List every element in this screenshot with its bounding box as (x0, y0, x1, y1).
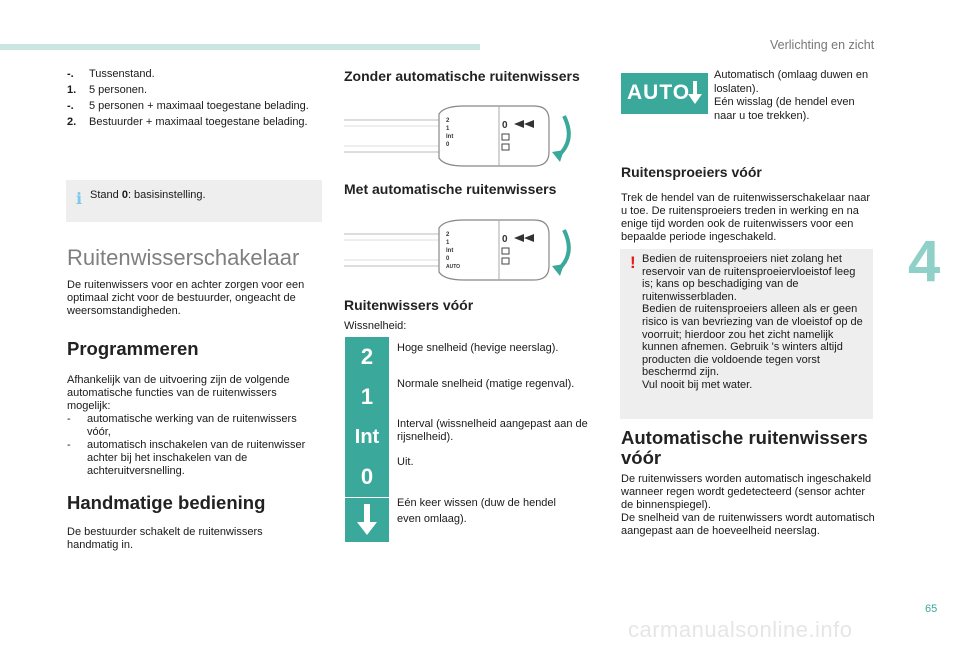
ruitenwissers-voor-heading: Ruitenwissers vóór (344, 297, 474, 313)
speed-0-tile: 0 (345, 457, 389, 497)
programmeren-heading: Programmeren (67, 338, 199, 359)
list-item: - automatische werking van de ruitenwissers vóór, (67, 413, 297, 438)
info-text: Stand 0: basisinstelling. (90, 189, 206, 201)
arrow-down-icon (688, 81, 702, 105)
handmatig-text: De bestuurder schakelt de ruitenwissers handmatig in. (67, 526, 263, 551)
page-number: 65 (925, 603, 938, 615)
speed-1-tile: 1 (345, 377, 389, 417)
speed-2-text: Hoge snelheid (hevige neerslag). (397, 342, 559, 354)
chapter-number: 4 (908, 229, 941, 294)
warning-text: Bedien de ruitensproeiers niet zolang het reservoir van de ruitensproeiervloeistof leeg is; kans op beschadiging van de ruitenwisserbladen. Bedien de ruitensproeiers alleen als er geen risico is van bevriezing van de vloeistof op de voorruit; hierdoor zou het zicht namelijk kunnen afnemen. Gebruik 's winters altijd producten die voldoende tegen vorst beschermd zijn. Vul nooit bij met water. (642, 253, 863, 391)
section-title: Verlichting en zicht (770, 38, 875, 52)
speed-0-text: Uit. (397, 456, 414, 468)
svg-text:1: 1 (446, 126, 450, 132)
auto-description: Automatisch (omlaag duwen en loslaten). Eén wisslag (de hendel even naar u toe trekken). (714, 69, 869, 122)
wissnelheid-label: Wissnelheid: (344, 320, 407, 332)
list-item: 1. 5 personen. (67, 84, 148, 96)
single-wipe-text: Eén keer wissen (duw de hendel even omlaag). (397, 497, 556, 525)
single-wipe-tile (345, 498, 389, 542)
auto-badge: AUTO (621, 73, 708, 114)
svg-text:Int: Int (446, 248, 454, 254)
met-auto-heading: Met automatische ruitenwissers (344, 181, 557, 197)
speed-1-text: Normale snelheid (matige regenval). (397, 378, 575, 390)
handmatig-heading: Handmatige bediening (67, 492, 266, 513)
warning-icon: ! (630, 253, 636, 272)
list-item: - automatisch inschakelen van de ruitenwisser achter bij het inschakelen van de achteruitversnelling. (67, 439, 306, 477)
svg-text:0: 0 (446, 142, 450, 148)
svg-text:1: 1 (446, 240, 450, 246)
svg-text:2: 2 (446, 232, 450, 238)
list-item: -. Tussenstand. (67, 68, 155, 80)
programmeren-text: Afhankelijk van de uitvoering zijn de volgende automatische functies van de ruitenwissers mogelijk: - automatische werking van de ruitenwissers vóór, - automatisch inschakelen van de ruitenwisser achter bij het inschakelen van de achteruitversnelling. (67, 374, 322, 478)
svg-text:AUTO: AUTO (446, 264, 461, 270)
info-note (66, 180, 322, 222)
intro-text: De ruitenwissers voor en achter zorgen voor een optimaal zicht voor de bestuurder, ongeacht de weersomstandigheden. (67, 279, 305, 317)
svg-text:0: 0 (502, 234, 508, 245)
list-item: 2. Bestuurder + maximaal toegestane belading. (67, 116, 308, 128)
zonder-auto-heading: Zonder automatische ruitenwissers (344, 68, 580, 84)
svg-text:Int: Int (446, 134, 454, 140)
speed-int-tile: Int (345, 417, 389, 457)
header-accent-bar (0, 44, 480, 50)
speed-2-tile: 2 (345, 337, 389, 377)
sproeiers-text: Trek de hendel van de ruitenwisserschakelaar naar u toe. De ruitensproeiers treden in werking en na enige tijd worden ook de ruitenwissers voor een bepaalde periode ingeschakeld. (621, 192, 871, 243)
svg-text:2: 2 (446, 118, 450, 124)
list-item: -. 5 personen + maximaal toegestane belading. (67, 100, 309, 112)
speed-int-text: Interval (wissnelheid aangepast aan de rijsnelheid). (397, 418, 588, 443)
load-position-list (67, 68, 317, 129)
page-title: Ruitenwisserschakelaar (67, 245, 300, 270)
arrow-down-icon (356, 504, 378, 536)
wiper-stalk-auto-illustration (344, 214, 574, 286)
svg-text:0: 0 (502, 120, 508, 131)
info-icon: i (76, 189, 83, 208)
svg-text:0: 0 (446, 256, 450, 262)
auto-wipers-heading: Automatische ruitenwissers vóór (621, 427, 868, 468)
auto-wipers-text: De ruitenwissers worden automatisch ingeschakeld wanneer regen wordt gedetecteerd (sensor achter de binnenspiegel). De snelheid van de ruitenwissers wordt automatisch aangepast aan de hoeveelheid neerslag. (621, 473, 875, 537)
wiper-stalk-illustration (344, 100, 574, 172)
warning-note (620, 249, 873, 419)
sproeiers-heading: Ruitensproeiers vóór (621, 164, 762, 180)
watermark: carmanualsonline.info (628, 617, 853, 642)
